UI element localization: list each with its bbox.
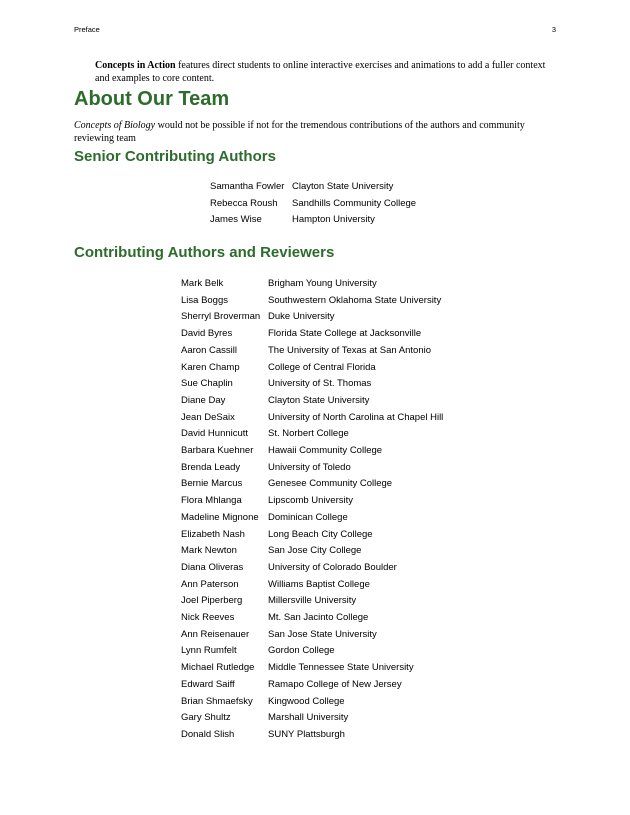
author-affiliation: Southwestern Oklahoma State University bbox=[268, 294, 442, 306]
author-name: David Hunnicutt bbox=[181, 428, 249, 440]
author-row bbox=[181, 376, 447, 393]
book-title: Concepts of Biology bbox=[74, 120, 156, 131]
author-name: Karen Champ bbox=[181, 361, 240, 373]
author-affiliation: Williams Baptist College bbox=[268, 578, 370, 590]
author-affiliation: Clayton State University bbox=[292, 181, 394, 192]
author-row bbox=[181, 677, 447, 694]
author-name: Mark Newton bbox=[181, 545, 237, 557]
author-affiliation: Hampton University bbox=[292, 214, 375, 226]
author-affiliation: Genesee Community College bbox=[268, 478, 393, 490]
author-name: Aaron Cassill bbox=[181, 344, 237, 356]
author-name: Barbara Kuehner bbox=[181, 445, 254, 457]
author-name: Bernie Marcus bbox=[181, 478, 243, 490]
author-name: David Byres bbox=[181, 328, 233, 340]
author-row bbox=[210, 212, 420, 229]
page-number: 3 bbox=[551, 25, 556, 34]
page-title: About Our Team bbox=[74, 88, 230, 110]
author-row bbox=[181, 627, 447, 644]
author-name: Samantha Fowler bbox=[210, 181, 285, 192]
author-affiliation: Lipscomb University bbox=[268, 495, 353, 507]
author-name: Nick Reeves bbox=[181, 612, 235, 624]
author-row bbox=[181, 710, 447, 727]
author-name: Ann Paterson bbox=[181, 578, 239, 590]
intro-paragraph bbox=[74, 120, 558, 145]
author-row bbox=[181, 560, 447, 577]
concepts-in-action-paragraph bbox=[95, 60, 557, 85]
senior-authors-table bbox=[210, 179, 420, 229]
author-row bbox=[181, 543, 447, 560]
author-row bbox=[181, 326, 447, 343]
author-name: Lisa Boggs bbox=[181, 294, 229, 306]
author-affiliation: College of Central Florida bbox=[268, 361, 376, 373]
author-row bbox=[181, 610, 447, 627]
author-affiliation: Duke University bbox=[268, 311, 335, 323]
author-row bbox=[181, 309, 447, 326]
author-row bbox=[181, 293, 447, 310]
author-affiliation: Florida State College at Jacksonville bbox=[268, 328, 422, 340]
author-affiliation: Sandhills Community College bbox=[292, 197, 417, 209]
author-row bbox=[181, 460, 447, 477]
author-affiliation: Gordon College bbox=[268, 645, 335, 657]
author-affiliation: The University of Texas at San Antonio bbox=[268, 344, 431, 356]
author-affiliation: University of Colorado Boulder bbox=[268, 561, 397, 573]
author-row bbox=[181, 727, 447, 744]
author-name: Diana Oliveras bbox=[181, 561, 244, 573]
author-affiliation: University of Toledo bbox=[268, 461, 351, 473]
author-affiliation: San Jose State University bbox=[268, 628, 377, 640]
author-name: Brenda Leady bbox=[181, 461, 241, 473]
author-row bbox=[210, 179, 420, 196]
author-name: Michael Rutledge bbox=[181, 662, 255, 674]
author-name: Brian Shmaefsky bbox=[181, 695, 253, 707]
author-row bbox=[181, 694, 447, 711]
author-row bbox=[181, 343, 447, 360]
author-affiliation: Ramapo College of New Jersey bbox=[268, 678, 402, 690]
intro-text: would not be possible if not for the tremendous contributions of the authors and community reviewing team bbox=[74, 120, 525, 144]
author-affiliation: St. Norbert College bbox=[268, 428, 349, 440]
author-row bbox=[181, 577, 447, 594]
author-row bbox=[181, 510, 447, 527]
author-affiliation: University of St. Thomas bbox=[268, 378, 372, 390]
author-name: Flora Mhlanga bbox=[181, 495, 242, 507]
author-name: Lynn Rumfelt bbox=[181, 645, 237, 657]
author-name: Gary Shultz bbox=[181, 712, 231, 724]
author-name: Edward Saiff bbox=[181, 678, 235, 690]
author-affiliation: Millersville University bbox=[268, 595, 357, 607]
author-affiliation: University of North Carolina at Chapel Hill bbox=[268, 411, 444, 423]
author-affiliation: San Jose City College bbox=[268, 545, 362, 557]
page-header bbox=[74, 25, 556, 34]
author-row bbox=[181, 393, 447, 410]
author-row bbox=[181, 660, 447, 677]
author-name: James Wise bbox=[210, 214, 262, 226]
author-row bbox=[181, 443, 447, 460]
concepts-in-action-text: features direct students to online interactive exercises and animations to add a fuller context and examples to core content. bbox=[95, 60, 546, 84]
author-name: Donald Slish bbox=[181, 728, 235, 740]
author-name: Elizabeth Nash bbox=[181, 528, 245, 540]
author-name: Ann Reisenauer bbox=[181, 628, 250, 640]
author-affiliation: SUNY Plattsburgh bbox=[268, 728, 345, 740]
author-row bbox=[181, 643, 447, 660]
author-name: Sherryl Broverman bbox=[181, 311, 261, 323]
author-name: Diane Day bbox=[181, 394, 226, 406]
author-name: Sue Chaplin bbox=[181, 378, 233, 390]
senior-authors-heading: Senior Contributing Authors bbox=[74, 148, 276, 165]
author-name: Madeline Mignone bbox=[181, 511, 259, 523]
author-name: Joel Piperberg bbox=[181, 595, 243, 607]
author-row bbox=[210, 196, 420, 213]
author-affiliation: Hawaii Community College bbox=[268, 445, 383, 457]
author-affiliation: Middle Tennessee State University bbox=[268, 662, 414, 674]
author-name: Mark Belk bbox=[181, 278, 224, 289]
author-affiliation: Kingwood College bbox=[268, 695, 345, 707]
author-row bbox=[181, 426, 447, 443]
author-row bbox=[181, 527, 447, 544]
author-name: Jean DeSaix bbox=[181, 411, 235, 423]
author-affiliation: Dominican College bbox=[268, 511, 348, 523]
author-affiliation: Mt. San Jacinto College bbox=[268, 612, 369, 624]
contributing-authors-heading: Contributing Authors and Reviewers bbox=[74, 244, 335, 261]
author-affiliation: Long Beach City College bbox=[268, 528, 373, 540]
concepts-in-action-label: Concepts in Action bbox=[95, 60, 176, 71]
author-row bbox=[181, 360, 447, 377]
author-row bbox=[181, 410, 447, 427]
author-row bbox=[181, 593, 447, 610]
author-row bbox=[181, 276, 447, 293]
author-row bbox=[181, 493, 447, 510]
author-affiliation: Marshall University bbox=[268, 712, 349, 724]
author-affiliation: Brigham Young University bbox=[268, 278, 377, 289]
header-section-title: Preface bbox=[74, 25, 100, 34]
author-affiliation: Clayton State University bbox=[268, 394, 370, 406]
author-row bbox=[181, 476, 447, 493]
author-name: Rebecca Roush bbox=[210, 197, 278, 209]
contributing-authors-table bbox=[181, 276, 447, 744]
